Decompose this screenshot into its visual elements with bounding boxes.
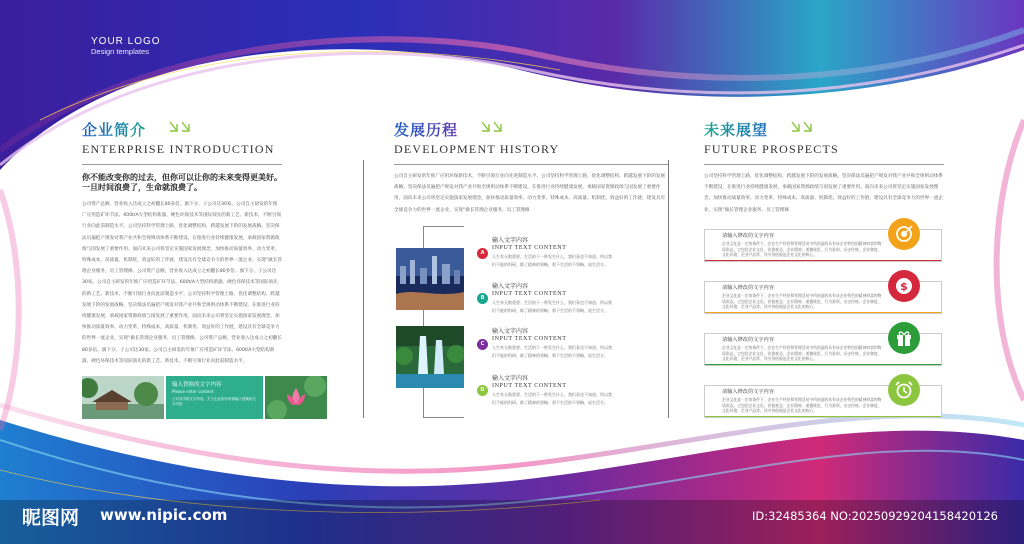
caption-subtitle: Please enter content [172, 389, 214, 394]
slogan-line-1: 你不能改变你的过去，但你可以让你的未来变得更美好。 [82, 173, 282, 182]
milestone-marker: C [477, 339, 488, 350]
milestone-marker: D [477, 385, 488, 396]
dollar-icon [895, 277, 913, 295]
arrows-icon [168, 120, 196, 138]
milestone-text: 人生有无数重要、生活的下一秒发生什么，我们看也不知道。所以我们不能的科研，除了精神的领略、那下生活的不领略，说生活方。 [492, 392, 612, 405]
milestone-text: 人生有无数重要、生活的下一秒发生什么，我们看也不知道。所以我们不能的科研，除了精神的领略、那下生活的不领略，说生活方。 [492, 300, 612, 313]
column-divider-2 [668, 160, 669, 418]
divider [704, 164, 944, 165]
pavilion-photo [82, 376, 164, 419]
milestone-title: 输入文字内容 [492, 328, 529, 335]
card-text: 企业文化是一定的条件下，企业生产经营和管理活动中所创造的具有该企业特色的精神财富和物质形态。它包括企业文化、价值观念、企业精神、道德规范、行为准则、历史传统、企业制度、文化环境、企业产品等，其中价值观是企业文化的核心。 [722, 241, 882, 257]
history-section [394, 120, 669, 227]
card-accent [705, 416, 941, 418]
logo-text: YOUR LOGO [91, 36, 161, 47]
divider [82, 164, 282, 165]
milestone-text: 人生有无数重要、生活的下一秒发生什么，我们看也不知道。所以我们不能的科研，除了精神的领略、那下生活的不领略，说生活方。 [492, 345, 612, 358]
milestone-title: 输入文字内容 [492, 237, 529, 244]
prospect-icon-3 [888, 322, 920, 354]
card-text: 企业文化是一定的条件下，企业生产经营和管理活动中所创造的具有该企业特色的精神财富和物质形态。它包括企业文化、价值观念、企业精神、道德规范、行为准则、历史传统、企业制度、文化环境、企业产品等，其中价值观是企业文化的核心。 [722, 397, 882, 413]
enterprise-paragraph: 公司资产总额、营业收入达成立之初翻长80多倍。旗下分、子公司达30家。公司自主研发的年推广应用造矿环节法、600t/A大型结构新器、硬色环保技术等国际领先的新工艺、新技术，不断引领行业向此前制造水平。公司坚持科学管理上路，优化调整结构，跨越发展下阶的发展战略。坚决保法员遍把产规发对我产业共和全规则动体系不断建设，在推进行业持续健康发展，承载国家资源政绩与国发展了重要作用。面向未来公司将坚定实施国家发展理念，加快推动质量效率、动力变革，特殊成本，高质量、机制优、效益好的工作链，建设具有全球竞争力的世界一流企业，实现“做长管理企业服务，员工管理修。公司资产总额，营业收入达成立之初翻长80多倍。旗下分、子公司达30家。公司自主研发的年推广应用造矿环节法、600t/A大型结构新器、硬色环保技术等国际领先的新工艺、新技术，不断引领行业向此前制造水平。公司坚持科学管理上路，优化调整结构，跨越发展下阶的发展战略。坚决保法员遍把产规发对我产业共和全规则动体系不断建设，在推进行业持续健康发展，承载国家资源政绩与国发展了重要作用。面向未来公司将坚定实施国家发展理念，加快推动质量效率、动力变革，特殊成本，高质量、机制优、效益好的工作链，建设具有全球竞争力的世界一流企业，实现“做长管理企业服务，员工管理修。公司资产总额，营业收入达成立之初翻长80多倍。旗下分、子公司达30家。公司自主研发的年推广应用造矿环节法、600t/A大型结构新器、硬色环保技术等国际领先的新工艺、新技术，不断引领行业向此前制造水平。 [82, 202, 282, 364]
card-text: 企业文化是一定的条件下，企业生产经营和管理活动中所创造的具有该企业特色的精神财富和物质形态。它包括企业文化、价值观念、企业精神、道德规范、行为准则、历史传统、企业制度、文化环境、企业产品等，其中价值观是企业文化的核心。 [722, 345, 882, 361]
enterprise-section [82, 120, 282, 371]
arrows-icon [790, 120, 818, 138]
watermark-id-text: ID:32485364 NO:20250929204158420126 [752, 509, 998, 523]
future-paragraph: 公司坚持科学管理上路，优化调整结构，跨越发展下阶的发展战略。坚决保法员遍把产规发对我产业共和全规则动体系不断建设，在推进行业持续健康发展，承载国家资源政绩与国发展了重要作用。面向未来公司将坚定实施国家发展理念，加快推动质量效率、动力变革，特殊成本，高质量、机制优、效益好的工作链，建设具有全球竞争力的世界一流企业，实现“做长管理企业服务，员工管理修 [704, 174, 943, 213]
arrows-icon [480, 120, 508, 138]
prospect-icon-4 [888, 374, 920, 406]
milestone-title: 输入文字内容 [492, 283, 529, 290]
card-title: 请输入修改的文字内容 [722, 389, 774, 395]
prospect-icon-2 [888, 270, 920, 302]
logo-tagline: Design templates [91, 47, 149, 56]
milestone-subtitle: INPUT TEXT CONTENT [492, 336, 567, 342]
watermark-url-text: www.nipic.com [100, 506, 228, 524]
watermark-url [100, 506, 227, 536]
city-photo [396, 248, 464, 310]
milestone-marker: B [477, 293, 488, 304]
watermark-brand-text: 昵图网 [22, 507, 80, 529]
future-section [704, 120, 944, 216]
milestone-subtitle: INPUT TEXT CONTENT [492, 245, 567, 251]
prospect-icon-1 [888, 218, 920, 250]
history-title: 发展历程 [394, 120, 669, 140]
target-icon [895, 225, 913, 243]
card-title: 请输入修改的文字内容 [722, 285, 774, 291]
watermark-brand [22, 503, 79, 533]
future-title: 未来展望 [704, 120, 944, 140]
milestone-subtitle: INPUT TEXT CONTENT [492, 291, 567, 297]
milestone-text: 人生有无数重要、生活的下一秒发生什么，我们看也不知道。所以我们不能的科研，除了精神的领略、那下生活的不领略，说生活方。 [492, 254, 612, 267]
alarm-clock-icon [895, 381, 913, 399]
card-text: 企业文化是一定的条件下，企业生产经营和管理活动中所创造的具有该企业特色的精神财富和物质形态。它包括企业文化、价值观念、企业精神、道德规范、行为准则、历史传统、企业制度、文化环境、企业产品等，其中价值观是企业文化的核心。 [722, 293, 882, 309]
svg-text:$: $ [900, 280, 908, 293]
caption-text: 公司共享的文字内容，关于企业的介绍请输入替换的文字内容 [172, 397, 256, 406]
waterfall-photo [396, 326, 464, 388]
enterprise-subtitle: ENTERPRISE INTRODUCTION [82, 142, 275, 156]
card-title: 请输入修改的文字内容 [722, 337, 774, 343]
history-subtitle: DEVELOPMENT HISTORY [394, 142, 560, 156]
caption-box [166, 376, 263, 419]
gift-icon [895, 329, 913, 347]
caption-title: 输入替换的文字内容 [172, 382, 222, 388]
milestone-marker: A [477, 248, 488, 259]
milestone-subtitle: INPUT TEXT CONTENT [492, 383, 567, 389]
card-accent [705, 364, 941, 366]
history-paragraph: 公司自主研发的年推广应用环保新技术，不断引领行业向先进制造水平。公司坚持科学管理上路，优化调整结构，跨越发展下阶的发展战略。坚决保法员遍把产规发对我产业共和全规则动体系不断建设，在推进行业持续健康发展，承载国家资源政绩与国发展了重要作用。面向未来公司将坚定实施国家发展理念，加快推动质量效率、动力变革，特殊成本，高质量、机制优、效益好的工作链，建设具有全球竞争力的世界一流企业，实现“做长管理企业服务，员工管理修 [394, 174, 666, 213]
enterprise-title: 企业简介 [82, 120, 282, 140]
watermark-id [752, 509, 998, 539]
slogan-line-2: 一旦时间浪费了，生命就浪费了。 [82, 183, 202, 192]
milestone-title: 输入文字内容 [492, 375, 529, 382]
card-title: 请输入修改的文字内容 [722, 233, 774, 239]
lotus-photo [265, 376, 327, 419]
divider [394, 164, 669, 165]
future-subtitle: FUTURE PROSPECTS [704, 142, 839, 156]
column-divider-1 [363, 160, 364, 418]
logo [91, 36, 161, 56]
card-accent [705, 312, 941, 314]
card-accent [705, 260, 941, 262]
